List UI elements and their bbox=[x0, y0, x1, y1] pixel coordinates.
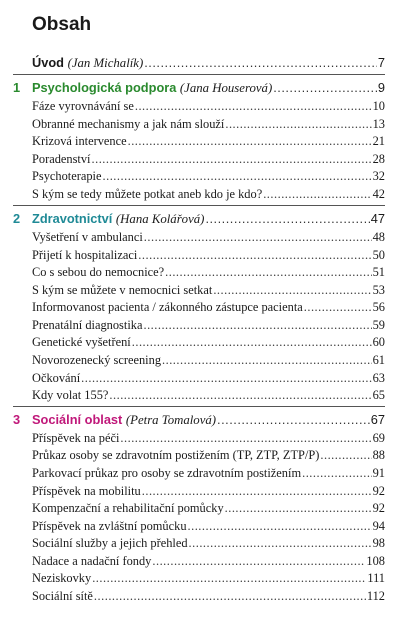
toc-item[interactable]: Kdy volat 155? ..... 65 bbox=[32, 387, 385, 403]
toc-item[interactable]: Novorozenecký screening ..... 61 bbox=[32, 352, 385, 368]
section-author: (Petra Tomalová) bbox=[125, 413, 217, 427]
intro-author: (Jan Michalík) bbox=[67, 56, 144, 70]
toc-item[interactable]: Psychoterapie ..... 32 bbox=[32, 168, 385, 184]
section-number: 1 bbox=[13, 80, 21, 95]
divider bbox=[13, 406, 385, 407]
section-number: 3 bbox=[13, 412, 21, 427]
toc-item[interactable]: Vyšetření v ambulanci ..... 48 bbox=[32, 229, 385, 245]
page-number: 7 bbox=[377, 55, 385, 70]
toc-entry-intro[interactable] bbox=[32, 55, 385, 71]
dot-leader bbox=[144, 55, 377, 71]
intro-title: Úvod bbox=[32, 55, 64, 70]
toc-item[interactable]: Informovanost pacienta / zákonného zástupce pacienta ..... 56 bbox=[32, 299, 385, 315]
divider bbox=[13, 74, 385, 75]
section-number: 2 bbox=[13, 211, 21, 226]
toc-item[interactable]: Průkaz osoby se zdravotním postižením (TP, ZTP, ZTP/P) ..... 88 bbox=[32, 447, 385, 463]
toc-item[interactable]: Příspěvek na zvláštní pomůcku ..... 94 bbox=[32, 518, 385, 534]
toc-item[interactable]: Kompenzační a rehabilitační pomůcky ..... 92 bbox=[32, 500, 385, 516]
page-title: Obsah bbox=[32, 14, 92, 35]
toc-item[interactable]: S kým se tedy můžete potkat aneb kdo je kdo? ..... 42 bbox=[32, 186, 385, 202]
divider bbox=[13, 205, 385, 206]
toc-item[interactable]: Nadace a nadační fondy ..... 108 bbox=[32, 553, 385, 569]
dot-leader bbox=[217, 412, 370, 428]
toc-item[interactable]: Přijetí k hospitalizaci ..... 50 bbox=[32, 247, 385, 263]
toc-item[interactable]: Fáze vyrovnávání se ..... 10 bbox=[32, 98, 385, 114]
page-number: 9 bbox=[377, 80, 385, 95]
page-number: 47 bbox=[370, 211, 385, 226]
page-number: 67 bbox=[370, 412, 385, 427]
toc-item[interactable]: Genetické vyšetření ..... 60 bbox=[32, 334, 385, 350]
section-title: Psychologická podpora bbox=[32, 80, 177, 95]
section-author: (Jana Houserová) bbox=[179, 81, 273, 95]
section-author: (Hana Kolářová) bbox=[115, 212, 205, 226]
toc-item[interactable]: Příspěvek na mobilitu ..... 92 bbox=[32, 483, 385, 499]
toc-item[interactable]: S kým se můžete v nemocnici setkat ..... 53 bbox=[32, 282, 385, 298]
dot-leader bbox=[205, 211, 369, 227]
toc-section-3[interactable] bbox=[32, 412, 385, 428]
toc-item[interactable]: Poradenství ..... 28 bbox=[32, 151, 385, 167]
toc-item[interactable]: Prenatální diagnostika ..... 59 bbox=[32, 317, 385, 333]
toc-item[interactable]: Sociální služby a jejich přehled ..... 98 bbox=[32, 535, 385, 551]
section-title: Sociální oblast bbox=[32, 412, 123, 427]
section-title: Zdravotnictví bbox=[32, 211, 113, 226]
toc-item[interactable]: Obranné mechanismy a jak nám slouží ..... 13 bbox=[32, 116, 385, 132]
toc-item[interactable]: Neziskovky ..... 111 bbox=[32, 570, 385, 586]
toc-section-2[interactable] bbox=[32, 211, 385, 227]
toc-item[interactable]: Krizová intervence ..... 21 bbox=[32, 133, 385, 149]
toc-item[interactable]: Očkování ..... 63 bbox=[32, 370, 385, 386]
toc-section-1[interactable] bbox=[32, 80, 385, 96]
toc-item[interactable]: Co s sebou do nemocnice? ..... 51 bbox=[32, 264, 385, 280]
toc-item[interactable]: Sociální sítě ..... 112 bbox=[32, 588, 385, 604]
dot-leader bbox=[273, 80, 377, 96]
toc-item[interactable]: Příspěvek na péči ..... 69 bbox=[32, 430, 385, 446]
toc-item[interactable]: Parkovací průkaz pro osoby se zdravotním postižením ..... 91 bbox=[32, 465, 385, 481]
